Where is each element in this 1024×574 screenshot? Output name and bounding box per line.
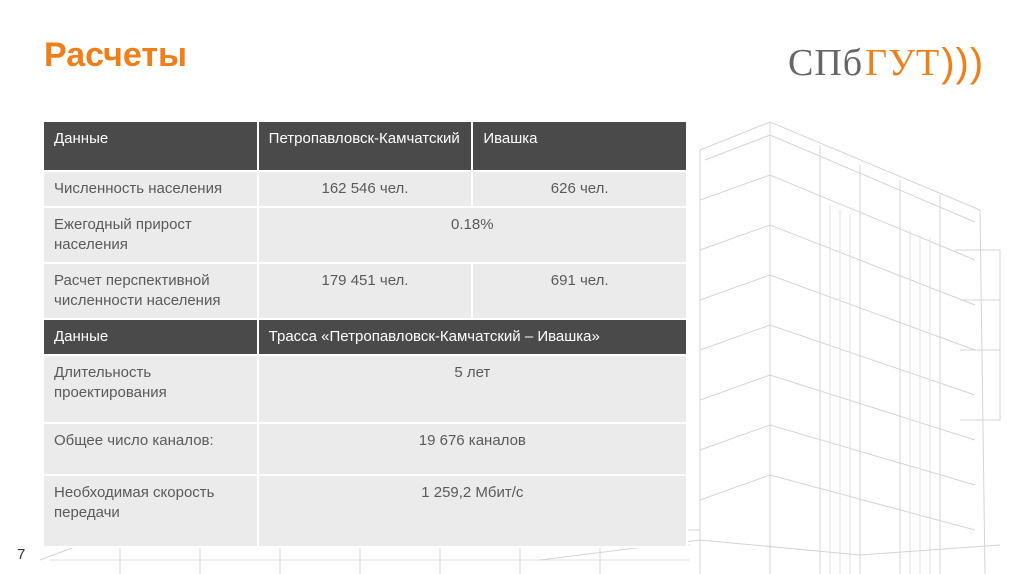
table-row bbox=[43, 207, 687, 263]
row-label: Ежегодный прирост населения bbox=[43, 207, 258, 263]
row-label: Длительность проектирования bbox=[43, 355, 258, 423]
cell-value: 179 451 чел. bbox=[258, 263, 473, 319]
header-data: Данные bbox=[43, 121, 258, 171]
cell-value: 5 лет bbox=[258, 355, 687, 423]
page-number: 7 bbox=[17, 546, 26, 563]
header-data: Данные bbox=[43, 319, 258, 355]
cell-value: 0.18% bbox=[258, 207, 687, 263]
table-row bbox=[43, 475, 687, 547]
table-row bbox=[43, 263, 687, 319]
header-route: Трасса «Петропавловск-Камчатский – Ивашка» bbox=[258, 319, 687, 355]
cell-value: 691 чел. bbox=[472, 263, 687, 319]
row-label: Расчет перспективной численности населения bbox=[43, 263, 258, 319]
table-row bbox=[43, 423, 687, 475]
calculations-table bbox=[42, 120, 688, 548]
header-ivashka: Ивашка bbox=[472, 121, 687, 171]
logo-wave-icon: ))) bbox=[941, 40, 985, 85]
row-label: Общее число каналов: bbox=[43, 423, 258, 475]
table-row bbox=[43, 355, 687, 423]
logo-gut-text: ГУТ bbox=[865, 42, 941, 84]
row-label: Численность населения bbox=[43, 171, 258, 207]
page-title: Расчеты bbox=[44, 36, 188, 74]
table-header-row bbox=[43, 319, 687, 355]
header-petropavlovsk: Петропавловск-Камчатский bbox=[258, 121, 473, 171]
cell-value: 162 546 чел. bbox=[258, 171, 473, 207]
logo-spb-text: СПб bbox=[788, 42, 864, 84]
spbgut-logo bbox=[788, 38, 984, 88]
cell-value: 1 259,2 Мбит/с bbox=[258, 475, 687, 547]
table-header-row bbox=[43, 121, 687, 171]
table-row bbox=[43, 171, 687, 207]
cell-value: 19 676 каналов bbox=[258, 423, 687, 475]
row-label: Необходимая скорость передачи bbox=[43, 475, 258, 547]
cell-value: 626 чел. bbox=[472, 171, 687, 207]
